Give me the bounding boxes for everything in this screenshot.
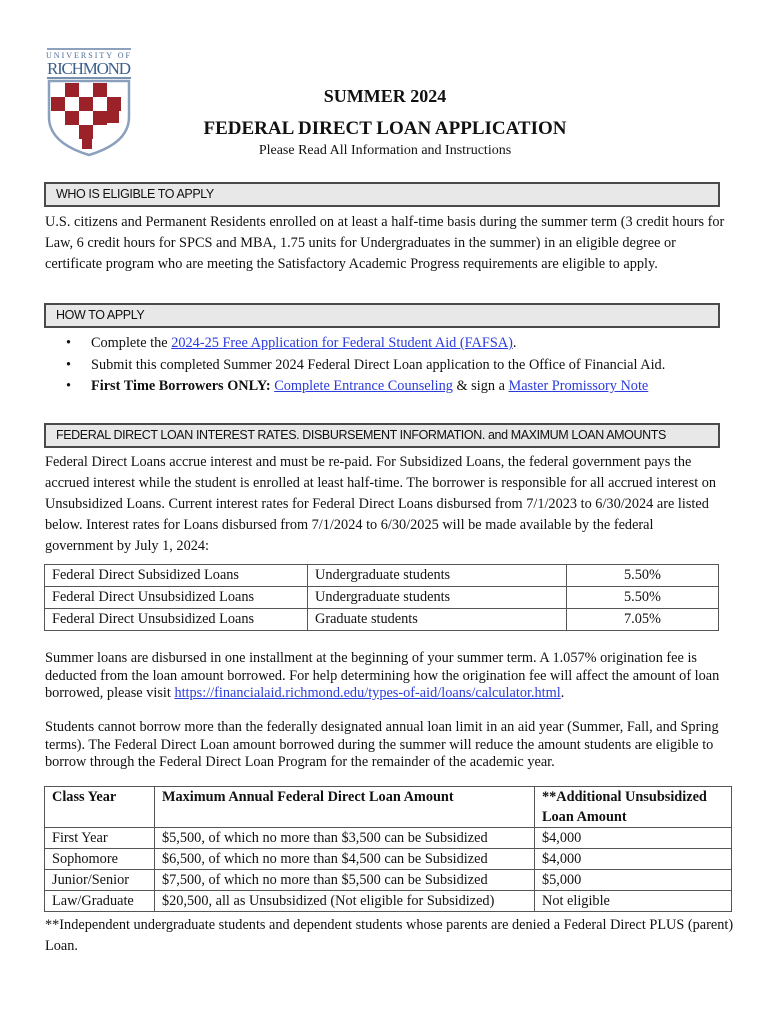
first-time-borrowers-label: First Time Borrowers ONLY: — [91, 378, 271, 394]
interest-rates-table — [44, 564, 719, 631]
loan-limits-table — [44, 786, 732, 912]
class-year-cell: Sophomore — [45, 849, 155, 870]
master-promissory-note-link[interactable]: Master Promissory Note — [508, 378, 649, 394]
loan-type-cell: Federal Direct Unsubsidized Loans — [45, 609, 308, 631]
section-heading-how-to-apply: HOW TO APPLY — [44, 303, 720, 328]
student-type-cell: Undergraduate students — [308, 565, 567, 587]
table-row — [45, 565, 719, 587]
class-year-cell: First Year — [45, 828, 155, 849]
bullet-icon: • — [66, 356, 72, 373]
loan-type-cell: Federal Direct Subsidized Loans — [45, 565, 308, 587]
disbursement-end: . — [560, 685, 565, 701]
footnote: **Independent undergraduate students and dependent students whose parents are denied a Federal Direct PLUS (parent) Loan. — [45, 917, 734, 954]
table-row — [45, 870, 732, 891]
loan-calculator-link[interactable]: https://financialaid.richmond.edu/types-of-aid/loans/calculator.html — [174, 685, 561, 701]
class-year-cell: Law/Graduate — [45, 891, 155, 912]
additional-amount-cell: $4,000 — [535, 849, 732, 870]
max-amount-cell: $20,500, all as Unsubsidized (Not eligible for Subsidized) — [155, 891, 535, 912]
fafsa-link[interactable]: 2024-25 Free Application for Federal Student Aid (FAFSA) — [171, 335, 513, 351]
class-year-cell: Junior/Senior — [45, 870, 155, 891]
table-row — [45, 828, 732, 849]
max-amount-cell: $7,500, of which no more than $5,500 can be Subsidized — [155, 870, 535, 891]
disbursement-text — [45, 650, 725, 703]
header-max-amount: Maximum Annual Federal Direct Loan Amount — [155, 787, 535, 828]
additional-amount-cell: $4,000 — [535, 828, 732, 849]
rates-intro-text: Federal Direct Loans accrue interest and must be re-paid. For Subsidized Loans, the federal government pays the accrued interest while the student is enrolled at least half-time. The borrower is responsible for all accrued interest on Unsubsidized Loans. Current interest rates for Federal Direct Loans disbursed from 7/1/2023 to 6/30/2024 are listed below. Interest rates for Loans disbursed from 7/1/2024 to 6/30/2025 will be made available by the federal government by July 1, 2024: — [45, 454, 717, 554]
rate-cell: 7.05% — [567, 609, 719, 631]
table-header-row — [45, 787, 732, 828]
document-title: FEDERAL DIRECT LOAN APPLICATION — [203, 118, 567, 139]
header-additional-unsubsidized: **Additional Unsubsidized Loan Amount — [535, 787, 732, 828]
table-row — [45, 849, 732, 870]
rate-cell: 5.50% — [567, 565, 719, 587]
how-to-apply-list — [45, 333, 665, 398]
list-item — [66, 355, 666, 377]
document-title-year: SUMMER 2024 — [323, 86, 447, 106]
entrance-counseling-link[interactable]: Complete Entrance Counseling — [274, 378, 453, 394]
student-type-cell: Undergraduate students — [308, 587, 567, 609]
bullet-icon: • — [66, 378, 72, 394]
disbursement-body: Summer loans are disbursed in one installment at the beginning of your summer term. A 1.057% origination fee is deducted from the loan amount borrowed. For help determining how the origination fee will affect the amount of loan borrowed, please visit — [45, 650, 720, 701]
list-item — [66, 333, 665, 355]
bullet-icon: • — [66, 335, 72, 351]
additional-amount-cell: $5,000 — [535, 870, 732, 891]
item3-mid: & sign a — [452, 378, 509, 394]
max-amount-cell: $6,500, of which no more than $4,500 can be Subsidized — [155, 849, 535, 870]
max-amount-cell: $5,500, of which no more than $3,500 can be Subsidized — [155, 828, 535, 849]
loan-type-cell: Federal Direct Unsubsidized Loans — [45, 587, 308, 609]
section-heading-rates: FEDERAL DIRECT LOAN INTEREST RATES. DISBURSEMENT INFORMATION. and MAXIMUM LOAN AMOUNTS — [44, 423, 720, 448]
table-row — [45, 891, 732, 912]
loan-limit-text: Students cannot borrow more than the federally designated annual loan limit in an aid year (Summer, Fall, and Spring terms). The Federal Direct Loan amount borrowed during the summer will reduce the amount students are eligible to borrow through the Federal Direct Loan Program for the remainder of the academic year. — [45, 719, 719, 770]
section-heading-eligibility: WHO IS ELIGIBLE TO APPLY — [44, 182, 720, 207]
item2-text: Submit this completed Summer 2024 Federal Direct Loan application to the Office of Financial Aid. — [91, 356, 666, 373]
table-row — [45, 587, 719, 609]
list-item — [66, 376, 665, 398]
eligibility-text: U.S. citizens and Permanent Residents enrolled on at least a half-time basis during the summer term (3 credit hours for Law, 6 credit hours for SPCS and MBA, 1.75 units for Undergraduates in the summer) in an eligible degree or certificate program who are meeting the Satisfactory Academic Progress requirements are eligible to apply. — [45, 214, 725, 272]
header-class-year: Class Year — [45, 787, 155, 828]
additional-amount-cell: Not eligible — [535, 891, 732, 912]
item1-suffix: . — [512, 335, 517, 351]
logo-line1: UNIVERSITY OF — [46, 51, 132, 60]
document-subtitle: Please Read All Information and Instructions — [258, 143, 512, 158]
logo-line2: RICHMOND — [47, 59, 131, 78]
item1-prefix: Complete the — [91, 335, 172, 351]
table-row — [45, 609, 719, 631]
rate-cell: 5.50% — [567, 587, 719, 609]
student-type-cell: Graduate students — [308, 609, 567, 631]
